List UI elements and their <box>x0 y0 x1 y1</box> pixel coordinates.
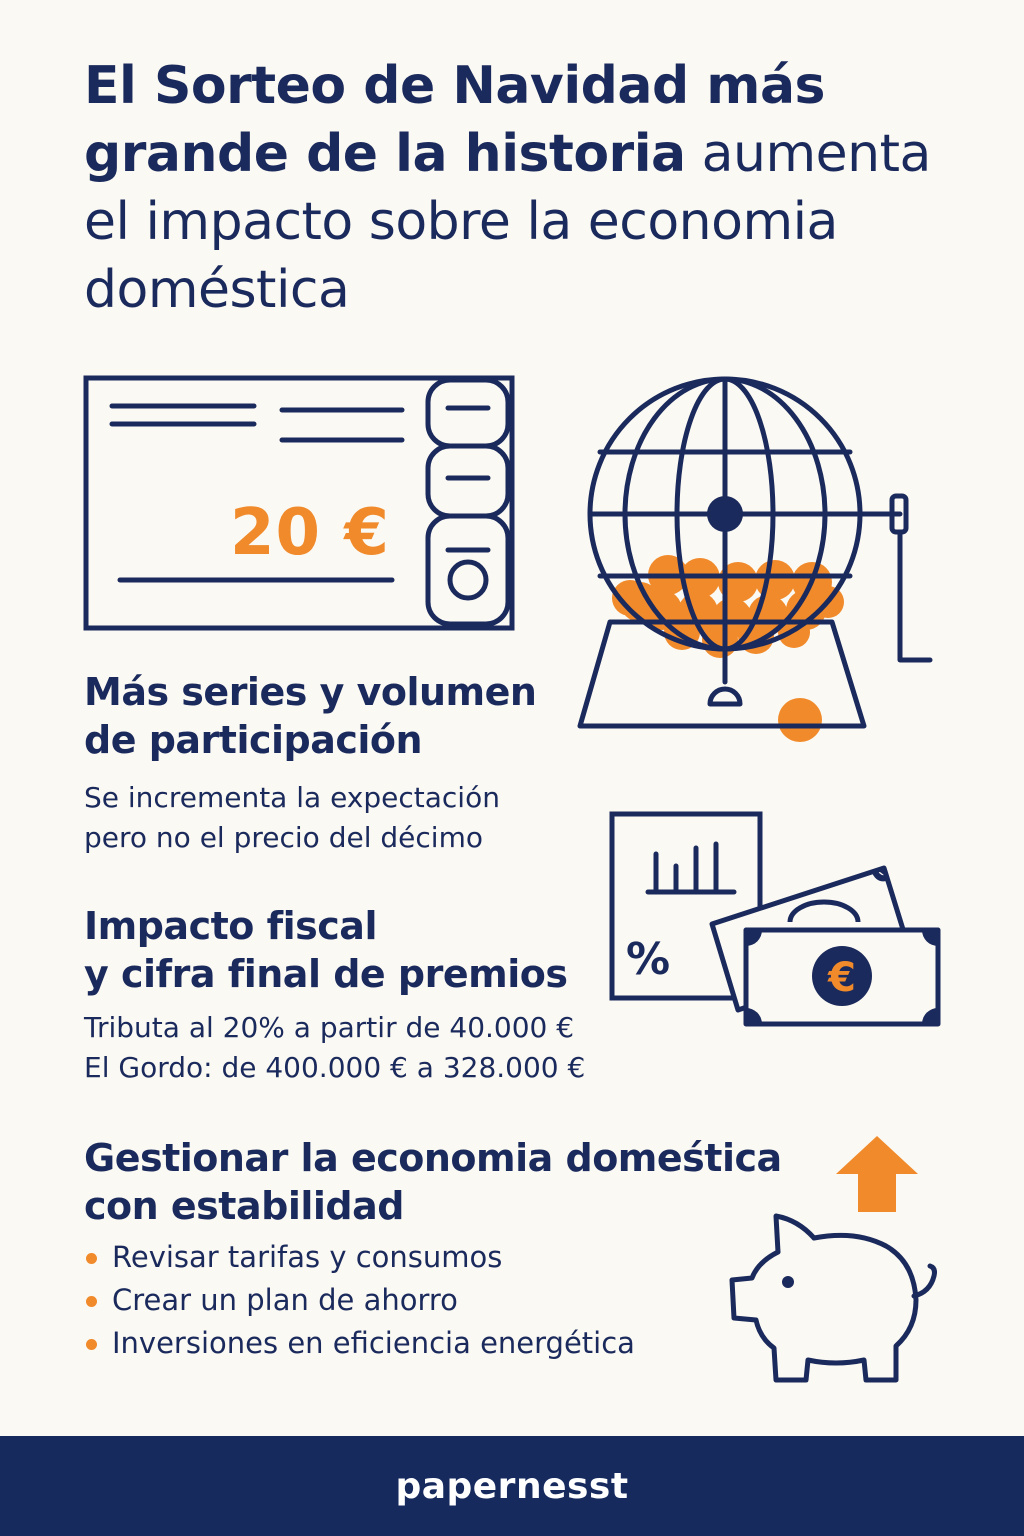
list-item: Inversiones en eficiencia energética <box>84 1322 635 1365</box>
euro-symbol: € <box>828 955 856 1001</box>
piggy-bank-icon <box>726 1210 942 1390</box>
page-title <box>84 52 984 324</box>
brand-logo: papernesst <box>395 1465 629 1507</box>
footer-bar <box>0 1436 1024 1536</box>
section2-heading: Impacto fiscal y cifra final de premios <box>84 904 568 996</box>
tips-list <box>84 1236 635 1365</box>
banknotes-icon <box>706 860 946 1032</box>
ticket-price: 20 € <box>230 496 390 570</box>
title-bold: El Sorteo de Navidad más grande de la historia <box>84 56 826 184</box>
arrow-up-icon <box>834 1134 920 1214</box>
section3-heading: Gestionar la economia domeśtica con estabilidad <box>84 1136 782 1228</box>
title-light: aumenta el impacto sobre la economia doméstica <box>84 124 931 320</box>
lottery-ticket-icon <box>82 374 518 634</box>
lottery-drum-icon <box>570 370 950 750</box>
percent-symbol: % <box>626 934 671 985</box>
list-item: Revisar tarifas y consumos <box>84 1236 635 1279</box>
section1-heading: Más series y volumen de participación <box>84 670 537 762</box>
list-item: Crear un plan de ahorro <box>84 1279 635 1322</box>
section2-text: Tributa al 20% a partir de 40.000 € El Gordo: de 400.000 € a 328.000 € <box>84 1011 586 1084</box>
section1-text: Se incrementa la expectación pero no el precio del décimo <box>84 781 500 854</box>
